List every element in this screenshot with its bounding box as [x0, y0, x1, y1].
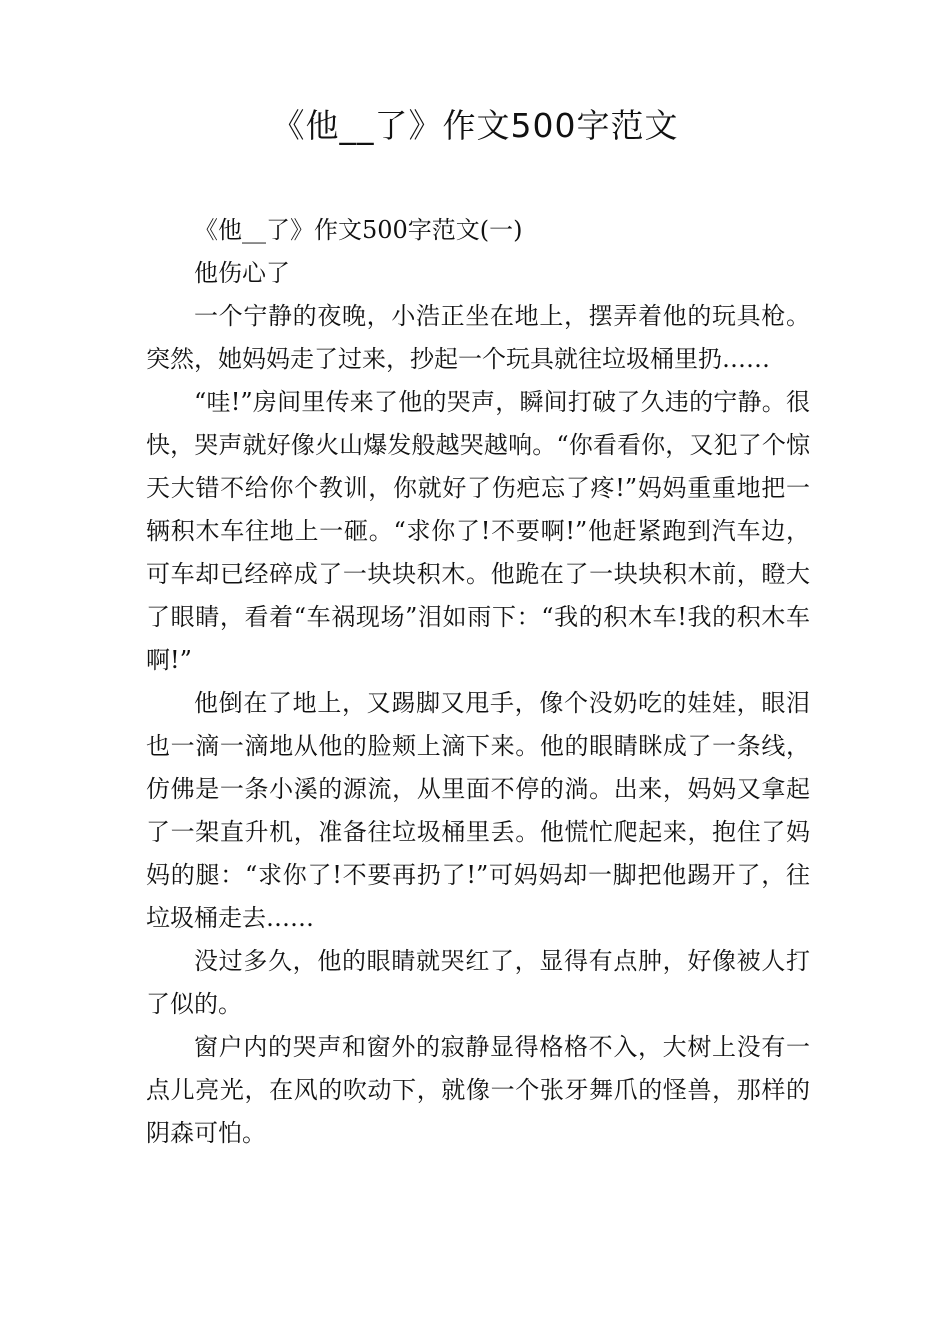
paragraph: 没过多久，他的眼睛就哭红了，显得有点肿，好像被人打了似的。: [146, 947, 810, 1018]
paragraph: 一个宁静的夜晚，小浩正坐在地上，摆弄着他的玩具枪。突然，她妈妈走了过来，抄起一个玩具就往垃圾桶里扔……: [146, 302, 810, 373]
document-title: 《他__了》作文500字范文: [271, 106, 679, 145]
paragraph: 窗户内的哭声和窗外的寂静显得格格不入，大树上没有一点儿亮光，在风的吹动下，就像一个张牙舞爪的怪兽，那样的阴森可怕。: [146, 1033, 810, 1147]
essay-title: 他伤心了: [194, 259, 290, 287]
document-body: [146, 209, 810, 1155]
paragraph: “哇!”房间里传来了他的哭声，瞬间打破了久违的宁静。很快，哭声就好像火山爆发般越哭越响。“你看看你，又犯了个惊天大错不给你个教训，你就好了伤疤忘了疼!”妈妈重重地把一辆积木车往地上一砸。“求你了!不要啊!”他赶紧跑到汽车边，可车却已经碎成了一块块积木。他跪在了一块块积木前，瞪大了眼睛，看着“车祸现场”泪如雨下：“我的积木车!我的积木车啊!”: [146, 388, 810, 674]
section-heading: 《他__了》作文500字范文(一): [194, 216, 523, 244]
paragraph: 他倒在了地上，又踢脚又甩手，像个没奶吃的娃娃，眼泪也一滴一滴地从他的脸颊上滴下来。他的眼睛眯成了一条线，仿佛是一条小溪的源流，从里面不停的淌。出来，妈妈又拿起了一架直升机，准备往垃圾桶里丢。他慌忙爬起来，抱住了妈妈的腿：“求你了!不要再扔了!”可妈妈却一脚把他踢开了，往垃圾桶走去……: [146, 689, 810, 932]
